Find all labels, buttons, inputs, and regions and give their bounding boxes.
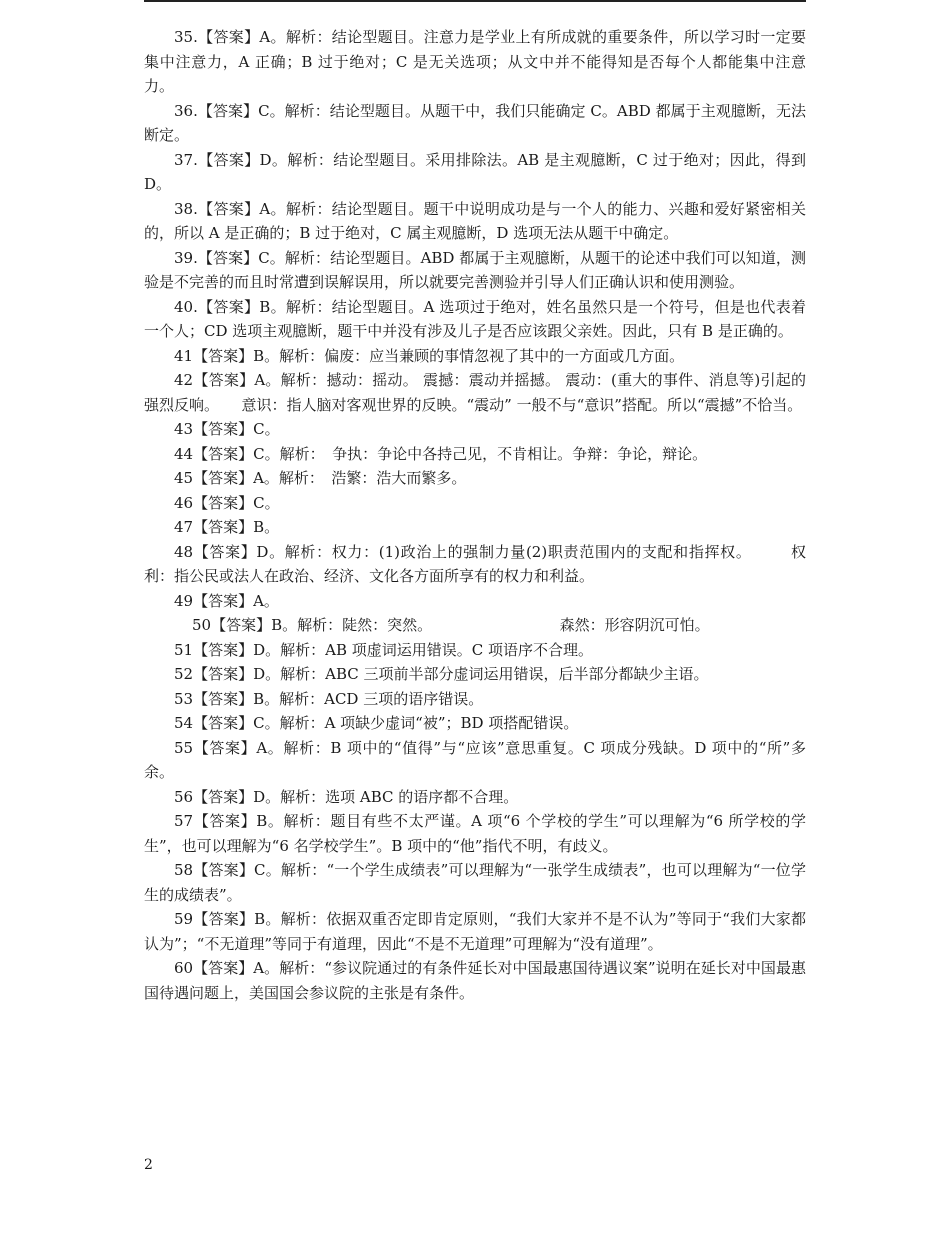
header-rule xyxy=(144,0,806,2)
answer-58: 58【答案】C。解析：“一个学生成绩表”可以理解为“一张学生成绩表”，也可以理解为“一位学生的成绩表”。 xyxy=(144,861,806,904)
answer-list xyxy=(144,25,806,1005)
answer-50: 50【答案】B。解析：陡然：突然。 森然：形容阴沉可怕。 xyxy=(192,616,710,634)
answer-45: 45【答案】A。解析： 浩繁：浩大而繁多。 xyxy=(174,469,467,487)
answer-44: 44【答案】C。解析： 争执：争论中各持己见，不肯相让。争辩：争论，辩论。 xyxy=(174,444,708,463)
answer-53: 53【答案】B。解析：ACD 三项的语序错误。 xyxy=(174,689,484,708)
answer-46: 46【答案】C。 xyxy=(174,493,280,512)
page-number: 2 xyxy=(144,1157,153,1173)
answer-41: 41【答案】B。解析：偏废：应当兼顾的事情忽视了其中的一方面或几方面。 xyxy=(174,346,685,365)
answer-39: 39.【答案】C。解析：结论型题目。ABD 都属于主观臆断，从题干的论述中我们可以知道，测验是不完善的而且时常遭到误解误用，所以就要完善测验并引导人们正确认识和使用测验。 xyxy=(144,248,806,291)
answer-49: 49【答案】A。 xyxy=(174,591,279,610)
answer-42: 42【答案】A。解析：撼动：摇动。 震撼：震动并摇撼。 震动：(重大的事件、消息等)引起的强烈反响。 意识：指人脑对客观世界的反映。“震动” 一般不与“意识”搭配。所以“震撼”不恰当。 xyxy=(144,371,806,414)
answer-56: 56【答案】D。解析：选项 ABC 的语序都不合理。 xyxy=(174,787,519,806)
answer-55: 55【答案】A。解析：B 项中的“值得”与“应该”意思重复。C 项成分残缺。D 项中的“所”多余。 xyxy=(144,738,806,781)
answer-51: 51【答案】D。解析：AB 项虚词运用错误。C 项语序不合理。 xyxy=(174,640,593,659)
answer-36: 36.【答案】C。解析：结论型题目。从题干中，我们只能确定 C。ABD 都属于主观臆断，无法断定。 xyxy=(144,101,806,144)
answer-54: 54【答案】C。解析：A 项缺少虚词“被”；BD 项搭配错误。 xyxy=(174,714,579,732)
answer-48: 48【答案】D。解析：权力：(1)政治上的强制力量(2)职责范围内的支配和指挥权。 权利：指公民或法人在政治、经济、文化各方面所享有的权力和利益。 xyxy=(144,542,806,585)
answer-43: 43【答案】C。 xyxy=(174,420,280,438)
answer-40: 40.【答案】B。解析：结论型题目。A 选项过于绝对，姓名虽然只是一个符号，但是也代表着一个人；CD 选项主观臆断，题干中并没有涉及儿子是否应该跟父亲姓。因此，只有 B 是正确的。 xyxy=(144,297,806,340)
answer-57: 57【答案】B。解析：题目有些不太严谨。A 项“6 个学校的学生”可以理解为“6 所学校的学生”，也可以理解为“6 名学校学生”。B 项中的“他”指代不明，有歧义。 xyxy=(144,812,806,855)
answer-38: 38.【答案】A。解析：结论型题目。题干中说明成功是与一个人的能力、兴趣和爱好紧密相关的，所以 A 是正确的；B 过于绝对，C 属主观臆断，D 选项无法从题干中确定。 xyxy=(144,199,806,242)
answer-59: 59【答案】B。解析：依据双重否定即肯定原则，“我们大家并不是不认为”等同于“我们大家都认为”；“不无道理”等同于有道理，因此“不是不无道理”可理解为“没有道理”。 xyxy=(144,910,806,953)
answer-47: 47【答案】B。 xyxy=(174,518,280,536)
answer-37: 37.【答案】D。解析：结论型题目。采用排除法。AB 是主观臆断，C 过于绝对；因此，得到 D。 xyxy=(144,150,806,193)
answer-60: 60【答案】A。解析：“参议院通过的有条件延长对中国最惠国待遇议案”说明在延长对中国最惠国待遇问题上，美国国会参议院的主张是有条件。 xyxy=(144,959,806,1002)
answer-35: 35.【答案】A。解析：结论型题目。注意力是学业上有所成就的重要条件，所以学习时一定要集中注意力，A 正确；B 过于绝对；C 是无关选项；从文中并不能得知是否每个人都能集中注意力。 xyxy=(144,28,806,95)
answer-52: 52【答案】D。解析：ABC 三项前半部分虚词运用错误，后半部分都缺少主语。 xyxy=(174,665,709,683)
